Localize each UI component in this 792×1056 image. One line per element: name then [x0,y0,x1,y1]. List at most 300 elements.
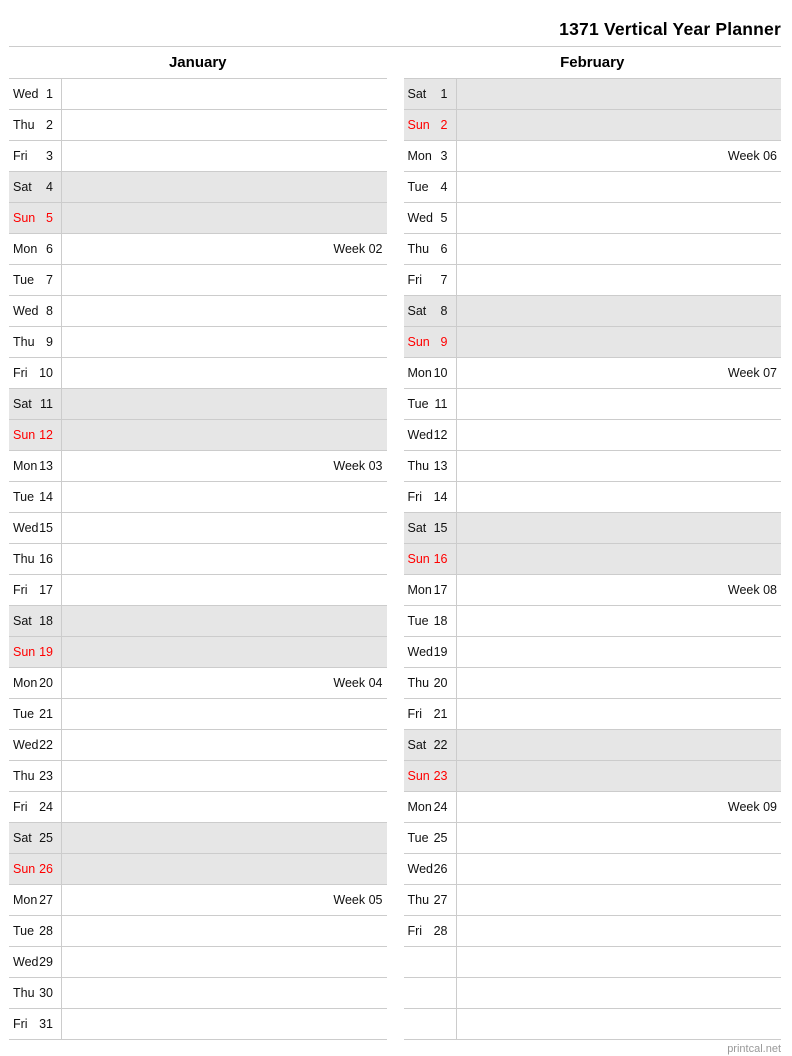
day-row [404,853,782,884]
day-row [404,419,782,450]
day-label-cell [404,668,457,698]
day-label-cell [404,947,457,977]
day-notes-area [62,265,387,295]
day-label-cell [9,451,62,481]
day-label-cell [9,79,62,109]
day-of-week: Mon [13,242,38,256]
day-of-week: Sat [13,831,32,845]
day-row [404,388,782,419]
day-notes-area [457,1009,782,1039]
day-of-week: Mon [13,676,38,690]
page-footer [9,1040,781,1055]
day-number: 15 [433,521,448,535]
day-of-week: Wed [13,304,39,318]
day-label-cell [404,761,457,791]
day-number: 7 [440,273,448,287]
day-of-week: Fri [13,800,28,814]
page-header [9,0,781,47]
day-row [9,667,387,698]
day-label-cell [9,327,62,357]
day-label-cell [404,234,457,264]
day-of-week: Tue [13,707,35,721]
month-title: February [560,54,625,71]
day-notes-area [457,699,782,729]
day-notes-area [62,327,387,357]
day-notes-area [457,358,782,388]
day-number: 3 [46,149,53,163]
day-row [404,233,782,264]
day-row [404,791,782,822]
day-number: 20 [433,676,448,690]
day-of-week: Thu [13,335,35,349]
day-row [404,450,782,481]
day-of-week: Wed [13,955,39,969]
day-number: 8 [46,304,53,318]
day-of-week: Fri [13,149,28,163]
day-of-week: Tue [13,490,35,504]
day-number: 24 [433,800,448,814]
day-number: 12 [39,428,53,442]
day-row [9,481,387,512]
day-label-cell [404,358,457,388]
day-label-cell [9,575,62,605]
month-rows [9,78,387,1040]
day-row [9,512,387,543]
day-notes-area [457,792,782,822]
day-notes-area [457,327,782,357]
day-notes-area [62,699,387,729]
day-of-week: Sat [407,738,427,752]
day-of-week: Thu [407,893,430,907]
day-notes-area [457,947,782,977]
day-notes-area [62,203,387,233]
day-number: 8 [440,304,448,318]
day-label-cell [404,544,457,574]
day-row [9,760,387,791]
day-number: 21 [433,707,448,721]
day-number: 12 [433,428,448,442]
day-notes-area [62,606,387,636]
day-row [9,884,387,915]
day-row [9,264,387,295]
day-of-week: Sat [407,304,427,318]
day-notes-area [457,668,782,698]
day-number: 1 [440,87,448,101]
day-label-cell [404,916,457,946]
day-number: 31 [39,1017,53,1031]
day-row [9,388,387,419]
day-of-week: Mon [13,459,38,473]
day-number: 6 [46,242,53,256]
day-notes-area [457,234,782,264]
day-notes-area [62,668,387,698]
day-number: 7 [46,273,53,287]
day-label-cell [9,513,62,543]
day-label-cell [9,265,62,295]
day-of-week: Wed [407,211,433,225]
day-number: 10 [39,366,53,380]
day-notes-area [457,451,782,481]
day-label-cell [9,916,62,946]
day-row [9,853,387,884]
day-of-week: Mon [407,800,432,814]
day-of-week: Fri [13,583,28,597]
day-number: 9 [440,335,448,349]
day-notes-area [62,172,387,202]
day-notes-area [62,792,387,822]
day-label-cell [9,296,62,326]
day-notes-area [62,451,387,481]
day-notes-area [457,203,782,233]
day-row [9,202,387,233]
week-number-label: Week 03 [333,459,383,473]
day-of-week: Mon [407,366,432,380]
day-number: 20 [39,676,53,690]
day-of-week: Fri [407,490,423,504]
day-notes-area [457,916,782,946]
day-notes-area [62,575,387,605]
day-notes-area [62,513,387,543]
day-of-week: Sun [13,645,36,659]
day-notes-area [457,637,782,667]
day-of-week: Thu [13,769,35,783]
footer-brand: printcal.net [727,1043,781,1055]
day-of-week: Fri [13,1017,28,1031]
day-notes-area [62,637,387,667]
day-row [404,202,782,233]
day-label-cell [404,389,457,419]
day-number: 13 [433,459,448,473]
day-number: 22 [433,738,448,752]
day-row [9,140,387,171]
day-number: 24 [39,800,53,814]
day-notes-area [457,265,782,295]
month-title: January [168,54,227,71]
day-row [404,760,782,791]
day-label-cell [404,854,457,884]
day-label-cell [404,606,457,636]
day-number: 29 [39,955,53,969]
week-number-label: Week 08 [727,583,777,597]
empty-row [404,1008,782,1039]
day-label-cell [404,265,457,295]
day-of-week: Sun [13,211,36,225]
day-notes-area [62,947,387,977]
day-row [9,109,387,140]
day-number: 9 [46,335,53,349]
day-row [404,729,782,760]
day-of-week: Fri [407,924,423,938]
day-label-cell [404,730,457,760]
day-of-week: Thu [13,118,35,132]
day-row [404,481,782,512]
day-of-week: Wed [407,428,433,442]
day-row [9,1008,387,1039]
day-number: 13 [39,459,53,473]
day-label-cell [9,141,62,171]
day-number: 17 [39,583,53,597]
day-row [404,915,782,946]
day-notes-area [62,1009,387,1039]
day-of-week: Mon [13,893,38,907]
week-number-label: Week 06 [727,149,777,163]
week-number-label: Week 04 [333,676,383,690]
day-row [9,605,387,636]
day-row [9,357,387,388]
day-notes-area [457,482,782,512]
day-label-cell [404,575,457,605]
day-row [9,791,387,822]
day-notes-area [457,172,782,202]
day-label-cell [404,172,457,202]
day-notes-area [62,389,387,419]
day-notes-area [62,916,387,946]
day-notes-area [62,110,387,140]
day-of-week: Thu [13,552,35,566]
day-row [9,977,387,1008]
day-notes-area [62,978,387,1008]
day-number: 19 [433,645,448,659]
day-of-week: Sun [13,862,36,876]
day-label-cell [404,978,457,1008]
day-number: 5 [440,211,448,225]
day-label-cell [9,854,62,884]
months-container [9,47,781,1040]
day-of-week: Tue [407,614,429,628]
day-notes-area [62,141,387,171]
day-label-cell [9,668,62,698]
day-row [9,450,387,481]
week-number-label: Week 02 [333,242,383,256]
day-of-week: Wed [13,87,39,101]
day-number: 3 [440,149,448,163]
day-row [404,109,782,140]
day-number: 30 [39,986,53,1000]
day-row [404,140,782,171]
day-row [404,667,782,698]
day-of-week: Sun [407,118,430,132]
day-row [9,326,387,357]
day-number: 17 [433,583,448,597]
day-of-week: Fri [407,273,423,287]
day-of-week: Wed [13,738,39,752]
day-label-cell [404,79,457,109]
day-of-week: Tue [407,180,429,194]
day-label-cell [9,172,62,202]
day-label-cell [9,544,62,574]
day-number: 19 [39,645,53,659]
day-notes-area [62,420,387,450]
day-of-week: Sat [407,87,427,101]
day-number: 23 [39,769,53,783]
day-row [404,698,782,729]
day-number: 1 [46,87,53,101]
day-row [404,326,782,357]
day-label-cell [404,296,457,326]
day-number: 4 [440,180,448,194]
day-label-cell [404,420,457,450]
day-row [9,822,387,853]
day-label-cell [404,513,457,543]
day-number: 18 [39,614,53,628]
day-of-week: Wed [13,521,39,535]
day-notes-area [62,234,387,264]
day-number: 26 [39,862,53,876]
day-row [404,884,782,915]
day-number: 27 [39,893,53,907]
day-label-cell [9,792,62,822]
day-row [404,295,782,326]
day-of-week: Tue [407,397,429,411]
day-notes-area [457,978,782,1008]
day-row [9,946,387,977]
day-number: 25 [39,831,53,845]
day-notes-area [457,141,782,171]
month-column-february [404,47,782,1040]
day-notes-area [62,885,387,915]
day-label-cell [404,699,457,729]
day-label-cell [404,1009,457,1039]
day-row [404,78,782,109]
day-label-cell [404,451,457,481]
day-of-week: Sat [13,397,32,411]
day-label-cell [404,203,457,233]
day-of-week: Thu [13,986,35,1000]
day-row [404,822,782,853]
day-number: 11 [40,397,53,411]
day-of-week: Tue [13,924,35,938]
day-notes-area [457,513,782,543]
day-label-cell [404,792,457,822]
day-notes-area [62,730,387,760]
week-number-label: Week 05 [333,893,383,907]
day-number: 27 [433,893,448,907]
day-notes-area [457,79,782,109]
day-row [404,543,782,574]
day-row [9,915,387,946]
day-number: 10 [433,366,448,380]
day-number: 11 [434,397,448,411]
day-number: 18 [433,614,448,628]
day-of-week: Wed [407,645,433,659]
day-label-cell [404,482,457,512]
day-notes-area [457,544,782,574]
day-label-cell [9,823,62,853]
day-row [9,233,387,264]
day-number: 16 [39,552,53,566]
day-notes-area [62,544,387,574]
day-label-cell [9,203,62,233]
day-notes-area [457,110,782,140]
day-row [404,264,782,295]
day-row [9,636,387,667]
day-label-cell [404,637,457,667]
day-label-cell [9,420,62,450]
day-label-cell [9,1009,62,1039]
day-row [9,698,387,729]
day-of-week: Tue [407,831,429,845]
day-of-week: Wed [407,862,433,876]
day-number: 4 [46,180,53,194]
day-number: 5 [46,211,53,225]
day-label-cell [9,761,62,791]
day-label-cell [9,978,62,1008]
day-number: 14 [39,490,53,504]
day-of-week: Sun [407,769,430,783]
day-row [404,605,782,636]
day-notes-area [457,823,782,853]
day-notes-area [457,296,782,326]
day-number: 25 [433,831,448,845]
day-notes-area [457,606,782,636]
day-row [9,295,387,326]
day-label-cell [9,234,62,264]
empty-row [404,946,782,977]
day-of-week: Sun [13,428,36,442]
day-number: 2 [440,118,448,132]
day-label-cell [404,327,457,357]
day-label-cell [404,141,457,171]
day-of-week: Tue [13,273,35,287]
day-of-week: Fri [13,366,28,380]
day-notes-area [457,575,782,605]
day-label-cell [404,885,457,915]
day-label-cell [404,823,457,853]
day-number: 16 [433,552,448,566]
day-row [9,729,387,760]
day-row [404,636,782,667]
month-rows [404,78,782,1040]
day-label-cell [9,358,62,388]
day-row [9,543,387,574]
day-label-cell [9,637,62,667]
day-label-cell [9,110,62,140]
day-number: 28 [39,924,53,938]
day-number: 26 [433,862,448,876]
day-of-week: Sun [407,335,430,349]
day-number: 23 [433,769,448,783]
day-label-cell [404,110,457,140]
day-notes-area [457,761,782,791]
day-of-week: Fri [407,707,423,721]
day-of-week: Thu [407,459,430,473]
day-of-week: Thu [407,676,430,690]
day-number: 21 [39,707,53,721]
day-notes-area [457,389,782,419]
day-number: 6 [440,242,448,256]
day-number: 22 [39,738,53,752]
day-notes-area [457,420,782,450]
day-notes-area [62,761,387,791]
empty-row [404,977,782,1008]
week-number-label: Week 07 [727,366,777,380]
day-row [9,574,387,605]
day-label-cell [9,606,62,636]
day-of-week: Sat [407,521,427,535]
day-number: 2 [46,118,53,132]
day-label-cell [9,482,62,512]
day-row [9,78,387,109]
day-row [404,357,782,388]
day-number: 28 [433,924,448,938]
day-notes-area [62,358,387,388]
day-notes-area [457,730,782,760]
day-label-cell [9,730,62,760]
day-row [404,512,782,543]
day-of-week: Mon [407,149,432,163]
day-label-cell [9,885,62,915]
week-number-label: Week 09 [727,800,777,814]
